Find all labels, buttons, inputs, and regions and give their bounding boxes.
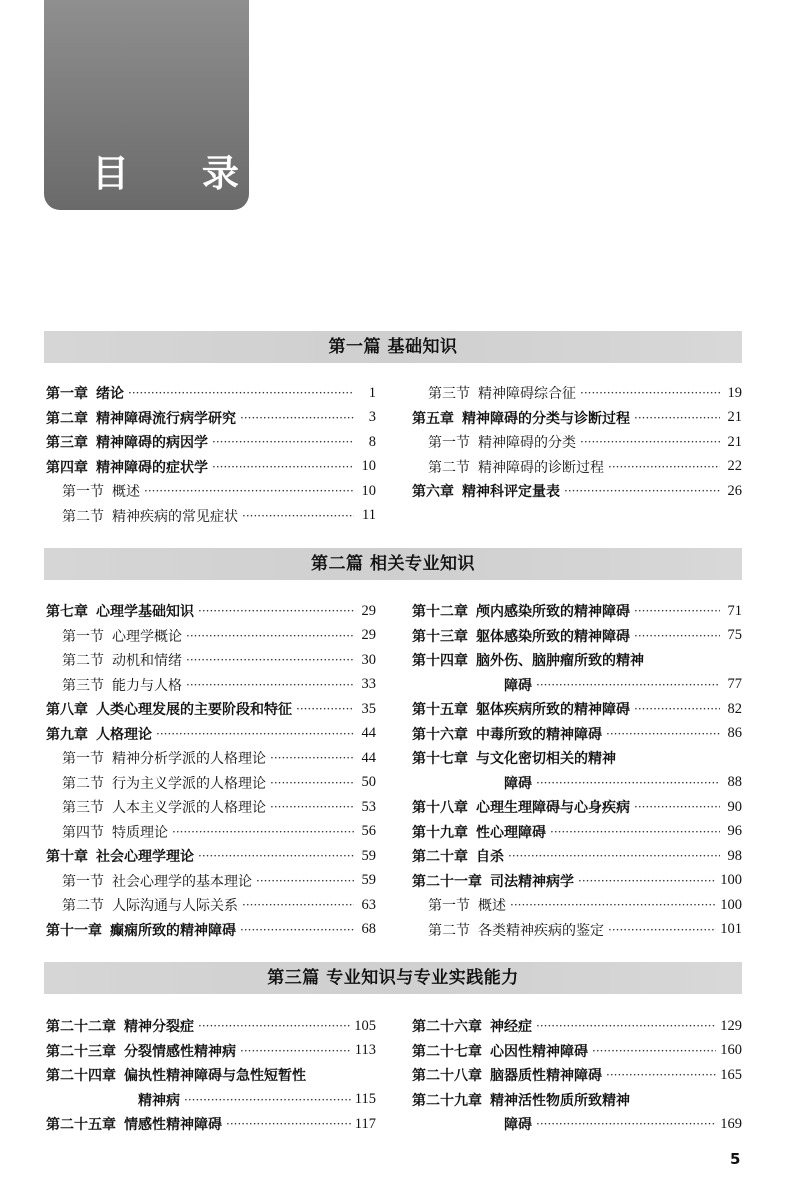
toc-entry-page: 3 — [368, 409, 376, 426]
toc-entry-label: 第二章 — [46, 410, 88, 427]
toc-entry-title: 精神障碍的病因学 — [96, 435, 208, 452]
toc-entry[interactable] — [46, 430, 376, 455]
toc-entry[interactable] — [412, 1039, 742, 1064]
leader-dots — [240, 410, 354, 426]
toc-entry-page: 11 — [362, 507, 376, 524]
leader-dots — [578, 873, 716, 889]
toc-entry-label: 第一节 — [62, 751, 104, 768]
leader-dots — [634, 628, 720, 644]
toc-entry-title: 中毒所致的精神障碍 — [476, 726, 602, 743]
toc-entry[interactable] — [412, 918, 742, 943]
toc-entry-label: 第六章 — [412, 484, 454, 501]
toc-entry-title: 障碍 — [504, 677, 532, 694]
toc-entry-title: 心理生理障碍与心身疾病 — [476, 800, 630, 817]
toc-entry-title: 性心理障碍 — [476, 824, 546, 841]
leader-dots — [198, 1018, 350, 1034]
toc-entry-label: 第一章 — [46, 386, 88, 403]
toc-entry[interactable] — [412, 746, 742, 771]
toc-entry[interactable] — [412, 599, 742, 624]
toc-entry-page: 68 — [361, 921, 376, 938]
toc-entry-page: 1 — [368, 384, 376, 401]
toc-entry[interactable] — [412, 406, 742, 431]
toc-entry[interactable] — [412, 430, 742, 455]
toc-entry-title: 人际沟通与人际关系 — [112, 898, 238, 915]
toc-column-right — [412, 381, 742, 504]
toc-entry-title: 精神障碍流行病学研究 — [96, 410, 236, 427]
toc-entry-title: 脑外伤、脑肿瘤所致的精神 — [476, 653, 644, 670]
toc-entry-page: 169 — [720, 1115, 742, 1132]
leader-dots — [172, 824, 354, 840]
toc-entry-label: 第十二章 — [412, 604, 468, 621]
toc-entry-title: 自杀 — [476, 849, 504, 866]
toc-entry-page: 44 — [361, 749, 376, 766]
toc-entry[interactable] — [46, 624, 376, 649]
toc-entry-page: 113 — [354, 1042, 376, 1059]
toc-entry-label: 第一节 — [62, 628, 104, 645]
leader-dots — [564, 483, 720, 499]
toc-entry-page: 98 — [727, 847, 742, 864]
toc-entry-title: 躯体疾病所致的精神障碍 — [476, 702, 630, 719]
toc-entry[interactable] — [412, 697, 742, 722]
toc-entry[interactable] — [412, 479, 742, 504]
toc-entry[interactable] — [46, 795, 376, 820]
leader-dots — [186, 652, 354, 668]
toc-entry-page: 10 — [361, 482, 376, 499]
toc-entry-label: 第九章 — [46, 726, 88, 743]
toc-column-right — [412, 599, 742, 942]
toc-entry[interactable] — [46, 599, 376, 624]
toc-entry-page: 88 — [727, 774, 742, 791]
toc-entry-label: 第十七章 — [412, 751, 468, 768]
toc-entry-label: 第一节 — [428, 898, 470, 915]
toc-entry-title: 癫痫所致的精神障碍 — [110, 922, 236, 939]
toc-entry-page: 53 — [361, 798, 376, 815]
toc-entry-title: 神经症 — [490, 1019, 532, 1036]
leader-dots — [212, 459, 354, 475]
toc-entry-title: 动机和情绪 — [112, 653, 182, 670]
toc-entry-label: 第二十三章 — [46, 1043, 116, 1060]
leader-dots — [198, 603, 354, 619]
leader-dots — [634, 799, 720, 815]
leader-dots — [128, 385, 354, 401]
toc-entry[interactable] — [46, 648, 376, 673]
toc-entry-label: 第八章 — [46, 702, 88, 719]
toc-entry[interactable] — [46, 1063, 376, 1088]
toc-entry-title: 绪论 — [96, 386, 124, 403]
toc-entry-label: 第十八章 — [412, 800, 468, 817]
toc-entry[interactable] — [46, 869, 376, 894]
toc-entry-title: 概述 — [112, 484, 140, 501]
toc-entry-title: 概述 — [478, 898, 506, 915]
toc-entry-title: 精神障碍的症状学 — [96, 459, 208, 476]
toc-entry-label: 第二节 — [428, 922, 470, 939]
toc-entry-page: 90 — [727, 798, 742, 815]
toc-entry-page: 56 — [361, 823, 376, 840]
toc-entry-page: 35 — [361, 700, 376, 717]
toc-entry-title: 脑器质性精神障碍 — [490, 1068, 602, 1085]
leader-dots — [536, 775, 720, 791]
toc-entry-title: 心理学概论 — [112, 628, 182, 645]
toc-entry-page: 160 — [720, 1042, 742, 1059]
toc-entry[interactable] — [412, 1088, 742, 1113]
part-heading-2: 第二篇 相关专业知识 — [44, 548, 742, 580]
toc-entry[interactable] — [412, 624, 742, 649]
toc-entry-title: 精神障碍综合征 — [478, 386, 576, 403]
leader-dots — [536, 1116, 716, 1132]
toc-entry-label: 第二节 — [62, 653, 104, 670]
leader-dots — [580, 434, 720, 450]
leader-dots — [270, 750, 354, 766]
toc-entry-title: 障碍 — [504, 775, 532, 792]
toc-entry[interactable] — [46, 844, 376, 869]
toc-entry[interactable] — [46, 455, 376, 480]
toc-entry-page: 101 — [720, 921, 742, 938]
toc-entry-page: 82 — [727, 700, 742, 717]
toc-entry-page: 30 — [361, 651, 376, 668]
toc-entry-label: 第十四章 — [412, 653, 468, 670]
toc-entry[interactable] — [46, 504, 376, 529]
leader-dots — [536, 677, 720, 693]
toc-entry-title: 心因性精神障碍 — [490, 1043, 588, 1060]
page-number: 5 — [730, 1150, 741, 1168]
leader-dots — [592, 1043, 716, 1059]
toc-entry-title: 人本主义学派的人格理论 — [112, 800, 266, 817]
toc-entry[interactable] — [46, 722, 376, 747]
toc-entry[interactable] — [412, 795, 742, 820]
toc-entry[interactable] — [412, 869, 742, 894]
toc-entry-page: 10 — [361, 458, 376, 475]
toc-entry[interactable] — [412, 1014, 742, 1039]
toc-entry-page: 59 — [361, 847, 376, 864]
toc-entry-page: 75 — [727, 627, 742, 644]
toc-entry-label: 第二十一章 — [412, 873, 482, 890]
leader-dots — [606, 1067, 716, 1083]
toc-entry-page: 165 — [720, 1066, 742, 1083]
toc-entry-page: 50 — [361, 774, 376, 791]
toc-entry-label: 第三节 — [62, 677, 104, 694]
toc-entry-title: 精神科评定量表 — [462, 484, 560, 501]
toc-column-left — [46, 381, 376, 528]
toc-entry-title: 情感性精神障碍 — [124, 1117, 222, 1134]
toc-entry[interactable] — [46, 918, 376, 943]
toc-entry-label: 第三节 — [62, 800, 104, 817]
toc-entry-page: 117 — [354, 1115, 376, 1132]
toc-entry-label: 第三节 — [428, 386, 470, 403]
toc-entry[interactable] — [46, 406, 376, 431]
toc-entry-page: 96 — [727, 823, 742, 840]
toc-entry-title: 分裂情感性精神病 — [124, 1043, 236, 1060]
toc-entry-title: 精神分析学派的人格理论 — [112, 751, 266, 768]
toc-entry-page: 44 — [361, 725, 376, 742]
toc-entry-page: 105 — [354, 1017, 376, 1034]
toc-entry-label: 第二十六章 — [412, 1019, 482, 1036]
leader-dots — [608, 922, 716, 938]
toc-entry-page: 100 — [720, 896, 742, 913]
toc-entry-title: 精神活性物质所致精神 — [490, 1092, 630, 1109]
leader-dots — [186, 677, 354, 693]
toc-entry-label: 第十九章 — [412, 824, 468, 841]
toc-entry[interactable] — [412, 844, 742, 869]
toc-entry[interactable] — [412, 673, 742, 698]
leader-dots — [226, 1116, 351, 1132]
toc-entry[interactable] — [46, 1088, 376, 1113]
toc-entry[interactable] — [412, 455, 742, 480]
toc-entry-title: 心理学基础知识 — [96, 604, 194, 621]
toc-entry-label: 第三章 — [46, 435, 88, 452]
toc-entry-title: 行为主义学派的人格理论 — [112, 775, 266, 792]
toc-entry-label: 第一节 — [62, 873, 104, 890]
leader-dots — [634, 701, 720, 717]
toc-entry-title: 精神障碍的分类与诊断过程 — [462, 410, 630, 427]
leader-dots — [240, 922, 354, 938]
toc-entry[interactable] — [412, 1063, 742, 1088]
leader-dots — [536, 1018, 716, 1034]
toc-entry-label: 第一节 — [62, 484, 104, 501]
toc-entry-label: 第二十二章 — [46, 1019, 116, 1036]
toc-entry-label: 第一节 — [428, 435, 470, 452]
toc-entry-title: 司法精神病学 — [490, 873, 574, 890]
toc-entry-label: 第二节 — [428, 459, 470, 476]
toc-entry-label: 第四节 — [62, 824, 104, 841]
toc-entry-title: 精神疾病的常见症状 — [112, 508, 238, 525]
leader-dots — [550, 824, 720, 840]
toc-entry-label: 第十一章 — [46, 922, 102, 939]
leader-dots — [510, 897, 716, 913]
toc-title: 目 录 — [92, 152, 269, 195]
toc-entry[interactable] — [46, 1112, 376, 1137]
toc-entry-label: 第二十七章 — [412, 1043, 482, 1060]
leader-dots — [212, 434, 354, 450]
toc-entry[interactable] — [46, 1039, 376, 1064]
toc-entry-page: 71 — [727, 602, 742, 619]
toc-entry-page: 100 — [720, 872, 742, 889]
part-heading-1: 第一篇 基础知识 — [44, 331, 742, 363]
toc-entry-page: 59 — [361, 872, 376, 889]
toc-entry[interactable] — [412, 722, 742, 747]
toc-entry-page: 86 — [727, 725, 742, 742]
toc-entry-page: 129 — [720, 1017, 742, 1034]
toc-entry-label: 第二十九章 — [412, 1092, 482, 1109]
toc-entry-page: 33 — [361, 676, 376, 693]
toc-entry-title: 精神病 — [138, 1092, 180, 1109]
leader-dots — [270, 799, 354, 815]
toc-entry-title: 精神障碍的诊断过程 — [478, 459, 604, 476]
leader-dots — [634, 603, 720, 619]
toc-column-right — [412, 1014, 742, 1137]
toc-entry[interactable] — [46, 697, 376, 722]
toc-entry-title: 各类精神疾病的鉴定 — [478, 922, 604, 939]
toc-entry-label: 第二节 — [62, 898, 104, 915]
toc-entry-title: 能力与人格 — [112, 677, 182, 694]
toc-entry[interactable] — [46, 893, 376, 918]
toc-entry-page: 21 — [727, 433, 742, 450]
toc-entry-label: 第二十五章 — [46, 1117, 116, 1134]
toc-entry-title: 颅内感染所致的精神障碍 — [476, 604, 630, 621]
toc-entry-title: 与文化密切相关的精神 — [476, 751, 616, 768]
toc-entry-label: 第十五章 — [412, 702, 468, 719]
toc-entry[interactable] — [412, 820, 742, 845]
part-heading-3: 第三篇 专业知识与专业实践能力 — [44, 962, 742, 994]
toc-entry[interactable] — [46, 1014, 376, 1039]
toc-entry-title: 人类心理发展的主要阶段和特征 — [96, 702, 292, 719]
toc-entry-label: 第四章 — [46, 459, 88, 476]
leader-dots — [608, 459, 720, 475]
toc-entry[interactable] — [46, 381, 376, 406]
toc-entry[interactable] — [46, 820, 376, 845]
toc-entry-title: 躯体感染所致的精神障碍 — [476, 628, 630, 645]
toc-entry-label: 第十三章 — [412, 628, 468, 645]
toc-entry-title: 人格理论 — [96, 726, 152, 743]
leader-dots — [242, 508, 354, 524]
toc-entry[interactable] — [46, 771, 376, 796]
leader-dots — [270, 775, 354, 791]
toc-entry[interactable] — [46, 479, 376, 504]
toc-entry-title: 社会心理学的基本理论 — [112, 873, 252, 890]
toc-entry-page: 29 — [361, 627, 376, 644]
leader-dots — [508, 848, 720, 864]
toc-entry[interactable] — [412, 648, 742, 673]
toc-entry-page: 22 — [727, 458, 742, 475]
leader-dots — [240, 1043, 351, 1059]
toc-entry-title: 精神障碍的分类 — [478, 435, 576, 452]
toc-entry-label: 第五章 — [412, 410, 454, 427]
toc-entry-page: 19 — [727, 384, 742, 401]
toc-entry-page: 63 — [361, 896, 376, 913]
toc-entry-page: 21 — [727, 409, 742, 426]
toc-column-left — [46, 1014, 376, 1137]
leader-dots — [144, 483, 354, 499]
toc-entry-title: 障碍 — [504, 1117, 532, 1134]
toc-entry-title: 偏执性精神障碍与急性短暂性 — [124, 1068, 306, 1085]
leader-dots — [296, 701, 354, 717]
toc-entry[interactable] — [46, 673, 376, 698]
leader-dots — [184, 1092, 351, 1108]
toc-entry-label: 第二节 — [62, 775, 104, 792]
toc-entry-label: 第十六章 — [412, 726, 468, 743]
toc-entry-page: 115 — [354, 1091, 376, 1108]
toc-entry-page: 8 — [368, 433, 376, 450]
leader-dots — [606, 726, 720, 742]
toc-entry[interactable] — [412, 771, 742, 796]
toc-entry-title: 精神分裂症 — [124, 1019, 194, 1036]
leader-dots — [580, 385, 720, 401]
toc-entry-page: 29 — [361, 602, 376, 619]
leader-dots — [186, 628, 354, 644]
leader-dots — [256, 873, 354, 889]
toc-entry-label: 第二节 — [62, 508, 104, 525]
toc-entry-label: 第二十四章 — [46, 1068, 116, 1085]
leader-dots — [242, 897, 354, 913]
toc-entry-label: 第十章 — [46, 849, 88, 866]
toc-entry-label: 第二十八章 — [412, 1068, 482, 1085]
leader-dots — [634, 410, 720, 426]
toc-entry[interactable] — [412, 381, 742, 406]
toc-entry[interactable] — [46, 746, 376, 771]
leader-dots — [156, 726, 354, 742]
toc-entry-page: 77 — [727, 676, 742, 693]
leader-dots — [198, 848, 354, 864]
toc-column-left — [46, 599, 376, 942]
toc-entry[interactable] — [412, 893, 742, 918]
toc-entry-page: 26 — [727, 482, 742, 499]
toc-entry-title: 社会心理学理论 — [96, 849, 194, 866]
toc-entry-label: 第七章 — [46, 604, 88, 621]
toc-entry-title: 特质理论 — [112, 824, 168, 841]
toc-entry[interactable] — [412, 1112, 742, 1137]
toc-entry-label: 第二十章 — [412, 849, 468, 866]
